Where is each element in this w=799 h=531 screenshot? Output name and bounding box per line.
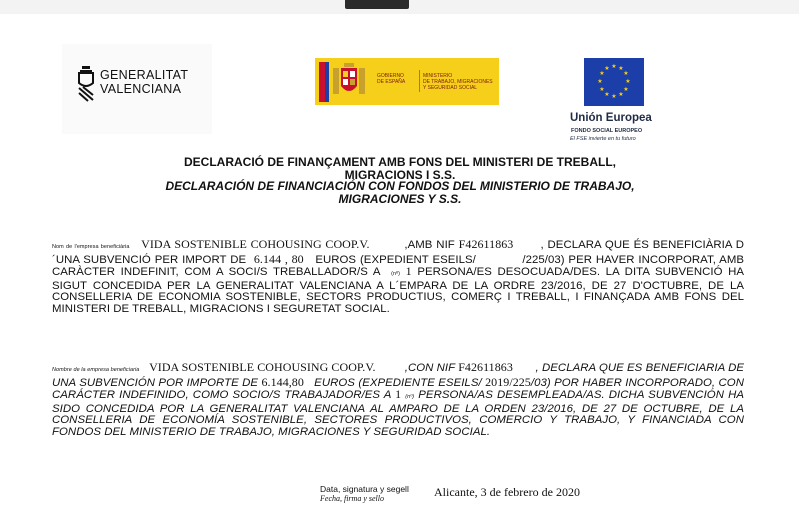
title-catalan-line1: DECLARACIÓ DE FINANÇAMENT AMB FONS DEL MINISTERI DE TREBALL, — [184, 155, 616, 169]
union-europea-logo — [570, 50, 670, 150]
num-label-ca: (nº) — [391, 271, 401, 278]
ue-slogan: El FSE invierte en tu futuro — [570, 136, 636, 142]
declaration-spanish — [52, 362, 744, 439]
title-spanish-line1: DECLARACIÓN DE FINANCIACIÓN CON FONDOS DEL MINISTERIO DE TRABAJO, — [165, 179, 635, 193]
company-label-ca: Nom de l'empresa beneficiària — [52, 244, 130, 250]
svg-text:★: ★ — [611, 63, 617, 70]
generalitat-logo-line1: GENERALITAT — [100, 68, 189, 82]
ministerio-line2: DE TRABAJO, MIGRACIONES — [423, 79, 493, 85]
num-label-es: (nº) — [405, 394, 415, 401]
svg-text:★: ★ — [618, 91, 624, 98]
svg-text:★: ★ — [599, 86, 605, 93]
exp-num-field-es[interactable]: /225 — [509, 374, 531, 389]
euros-text-es: EUROS (EXPEDIENTE ESEILS/ — [314, 376, 482, 389]
title-spanish-line2: MIGRACIONES Y S.S. — [338, 192, 462, 206]
eu-flag-icon — [584, 58, 644, 106]
nif-field-ca[interactable]: F42611863 — [458, 237, 514, 251]
nif-field-es[interactable]: F42611863 — [458, 360, 513, 374]
gobierno-espana-logo — [315, 58, 499, 105]
signature-label — [320, 484, 409, 504]
ministerio-line3: Y SEGURIDAD SOCIAL — [423, 85, 478, 91]
nif-text-es: ,CON NIF — [404, 362, 455, 374]
title-catalan-line2: MIGRACIONS I S.S. — [344, 168, 456, 182]
amount-field-ca[interactable]: 6.144 , 80 — [253, 251, 304, 266]
declaration-catalan — [52, 239, 744, 316]
signature-date-field[interactable]: Alicante, 3 de febrero de 2020 — [434, 485, 580, 499]
svg-text:★: ★ — [604, 91, 610, 98]
title-spanish — [80, 180, 720, 206]
generalitat-emblem-icon — [76, 66, 96, 102]
company-field-es[interactable]: VIDA SOSTENIBLE COHOUSING COOP.V. — [149, 360, 376, 374]
ue-name: Unión Europea — [570, 112, 652, 124]
exp-end-text-es: /03) — [530, 376, 551, 389]
ministerio-line1: MINISTERIO — [423, 73, 453, 79]
svg-text:★: ★ — [604, 65, 610, 72]
rest-text-es: PERSONA/AS DESEMPLEADA/AS. DICHA SUBVENCIÓN HA SIDO CONCEDIDA POR LA GENERALITAT VALENCIANA AL AMPARO DE LA ORDEN 23/2016, DE 27 DE OCTUBRE, DE LA CONSELLERIA DE ECONOMÍA SOSTENIBLE, SECTORES PRODUCTIVOS, COMERCIO Y TRABAJO, Y FINANCIADA CON FONDOS DEL MINISTERIO DE TRABAJO, MIGRACIONES Y SEGURIDAD SOCIAL. — [52, 389, 744, 438]
num-field-es[interactable]: 1 — [395, 387, 402, 402]
generalitat-logo-line2: VALENCIANA — [100, 82, 182, 96]
signature-label-es: Fecha, firma y sello — [320, 494, 384, 503]
amount-field-es[interactable]: 6.144,80 — [261, 374, 304, 389]
generalitat-logo — [62, 44, 212, 134]
viewer-toolbar-tab[interactable] — [345, 0, 409, 9]
year-field-es[interactable]: 2019 — [485, 374, 510, 389]
nif-text-ca: ,AMB NIF — [404, 239, 455, 251]
logo-divider — [419, 70, 420, 92]
ue-fund: FONDO SOCIAL EUROPEO — [571, 128, 643, 134]
declara-text-es: , DECLARA QUE ES BENEFICIARIA DE UNA SUBVENCIÓN POR IMPORTE DE — [52, 362, 745, 389]
svg-text:★: ★ — [611, 93, 617, 100]
spain-coat-of-arms-icon — [319, 62, 373, 102]
signature-label-ca: Data, signatura y segell — [320, 484, 409, 494]
incorp-text-es: POR HABER INCORPORADO, CON CARÁCTER INDEFINIDO, COMO SOCIO/S TRABAJADOR/ES A — [52, 376, 744, 402]
gobierno-line2: DE ESPAÑA — [377, 79, 406, 85]
euros-text-ca: EUROS (EXPEDIENT ESEILS/ — [315, 253, 476, 266]
declara-text-ca: , DECLARA QUE ÉS BENEFICIÀRIA D´UNA SUBVENCIÓ PER IMPORT DE — [52, 239, 745, 266]
svg-text:★: ★ — [599, 70, 605, 77]
num-field-ca[interactable]: 1 — [405, 264, 412, 279]
rest-text-ca: PERSONA/ES DESOCUADA/DES. LA DITA SUBVENCIÓ HA SIGUT CONCEDIDA PER LA GENERALITAT VALENCIANA A L´EMPARA DE LA ORDRE 23/2016, DE 27 D'OCTUBRE, DE LA CONSELLERIA DE ECONOMIA SOSTENIBLE, SECTORS PRODUCTIUS, COMERÇ I TREBALL, I FINANÇADA AMB FONS DEL MINISTERI DE TREBALL, MIGRACIONS I SEGURETAT SOCIAL. — [52, 266, 745, 315]
svg-text:★: ★ — [623, 86, 629, 93]
company-label-es: Nombre de la empresa beneficiaria — [52, 367, 140, 373]
svg-text:★: ★ — [625, 78, 631, 85]
svg-text:★: ★ — [623, 70, 629, 77]
gobierno-line1: GOBIERNO — [377, 73, 404, 79]
company-field-ca[interactable]: VIDA SOSTENIBLE COHOUSING COOP.V. — [141, 237, 370, 251]
svg-text:★: ★ — [597, 78, 603, 85]
expedient-text-ca: /225/03) PER HAVER INCORPORAT, AMB CARÀCTER INDEFINIT, COM A SOCI/S TREBALLADOR/S A — [52, 253, 745, 279]
svg-text:★: ★ — [618, 65, 624, 72]
